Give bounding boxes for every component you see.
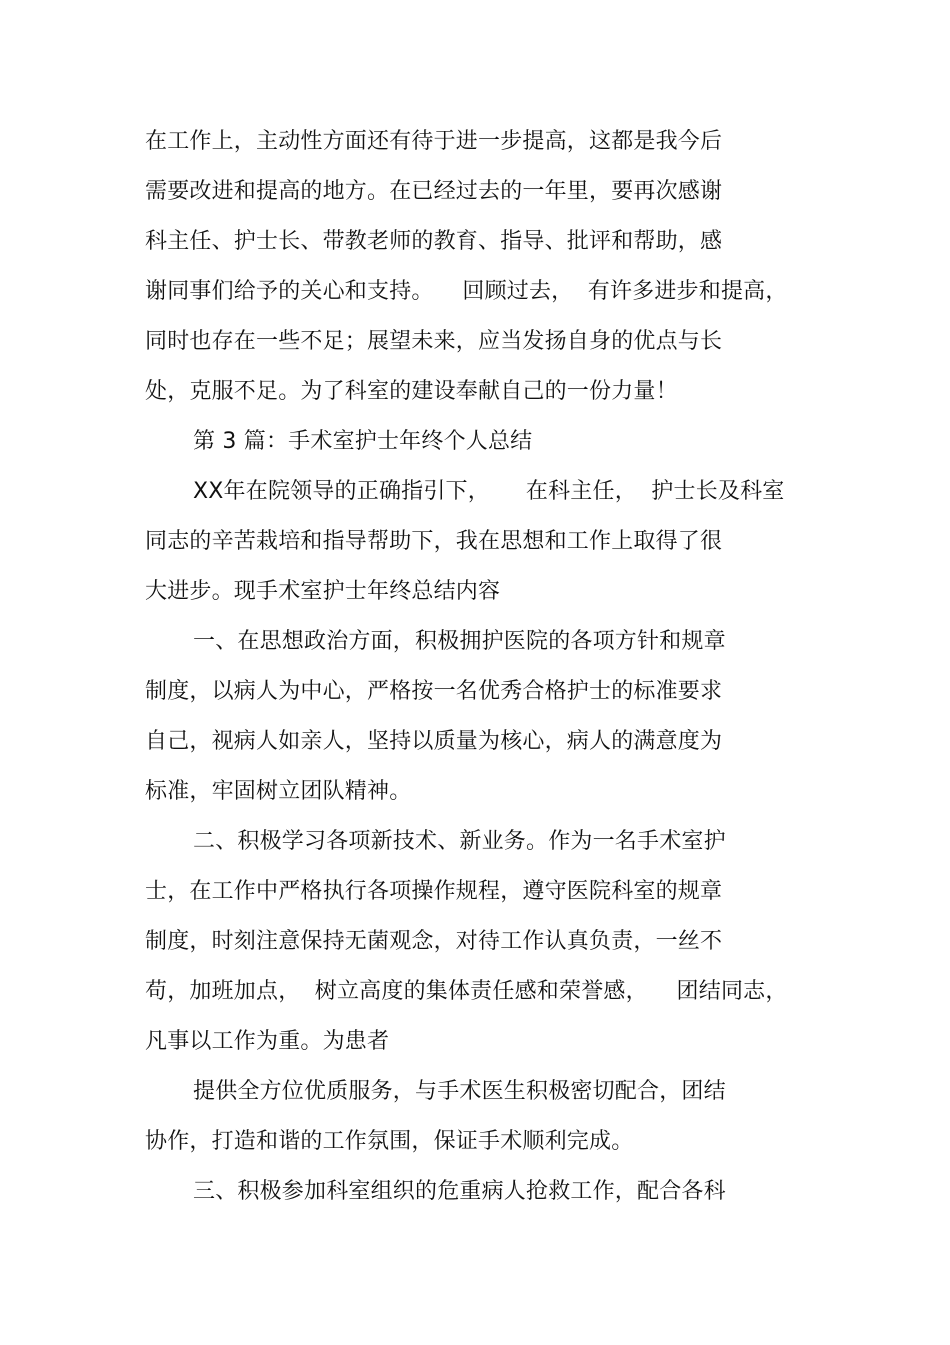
text-line-22: 三、积极参加科室组织的危重病人抢救工作，配合各科 [193, 1179, 726, 1204]
text-line-10: 大进步。现手术室护士年终总结内容 [145, 579, 501, 604]
text-line-6: 处，克服不足。为了科室的建设奉献自己的一份力量！ [145, 379, 678, 404]
text-line-1: 在工作上，主动性方面还有待于进一步提高，这都是我今后 [145, 129, 723, 154]
text-line-13: 自己，视病人如亲人，坚持以质量为核心，病人的满意度为 [145, 729, 723, 754]
text-line-17: 制度，时刻注意保持无菌观念，对待工作认真负责，一丝不 [145, 929, 723, 954]
text-line-20: 提供全方位优质服务，与手术医生积极密切配合，团结 [193, 1079, 726, 1104]
text-line-12: 制度，以病人为中心，严格按一名优秀合格护士的标准要求 [145, 679, 723, 704]
text-line-3: 科主任、护士长、带教老师的教育、指导、批评和帮助，感 [145, 229, 723, 254]
text-line-9: 同志的辛苦栽培和指导帮助下，我在思想和工作上取得了很 [145, 529, 723, 554]
text-line-16: 士，在工作中严格执行各项操作规程，遵守医院科室的规章 [145, 879, 723, 904]
text-line-15: 二、积极学习各项新技术、新业务。作为一名手术室护 [193, 829, 726, 854]
text-line-8: XX年在院领导的正确指引下， 在科主任， 护士长及科室 [193, 479, 785, 504]
text-line-14: 标准，牢固树立团队精神。 [145, 779, 412, 804]
text-line-4: 谢同事们给予的关心和支持。 回顾过去， 有许多进步和提高， [145, 279, 788, 304]
text-line-2: 需要改进和提高的地方。在已经过去的一年里，要再次感谢 [145, 179, 723, 204]
text-line-5: 同时也存在一些不足；展望未来，应当发扬自身的优点与长 [145, 329, 723, 354]
section-heading: 第 3 篇：手术室护士年终个人总结 [193, 429, 533, 454]
text-line-11: 一、在思想政治方面，积极拥护医院的各项方针和规章 [193, 629, 726, 654]
text-line-21: 协作，打造和谐的工作氛围，保证手术顺利完成。 [145, 1129, 634, 1154]
text-line-18: 苟，加班加点， 树立高度的集体责任感和荣誉感， 团结同志， [145, 979, 788, 1004]
text-line-19: 凡事以工作为重。为患者 [145, 1029, 390, 1054]
